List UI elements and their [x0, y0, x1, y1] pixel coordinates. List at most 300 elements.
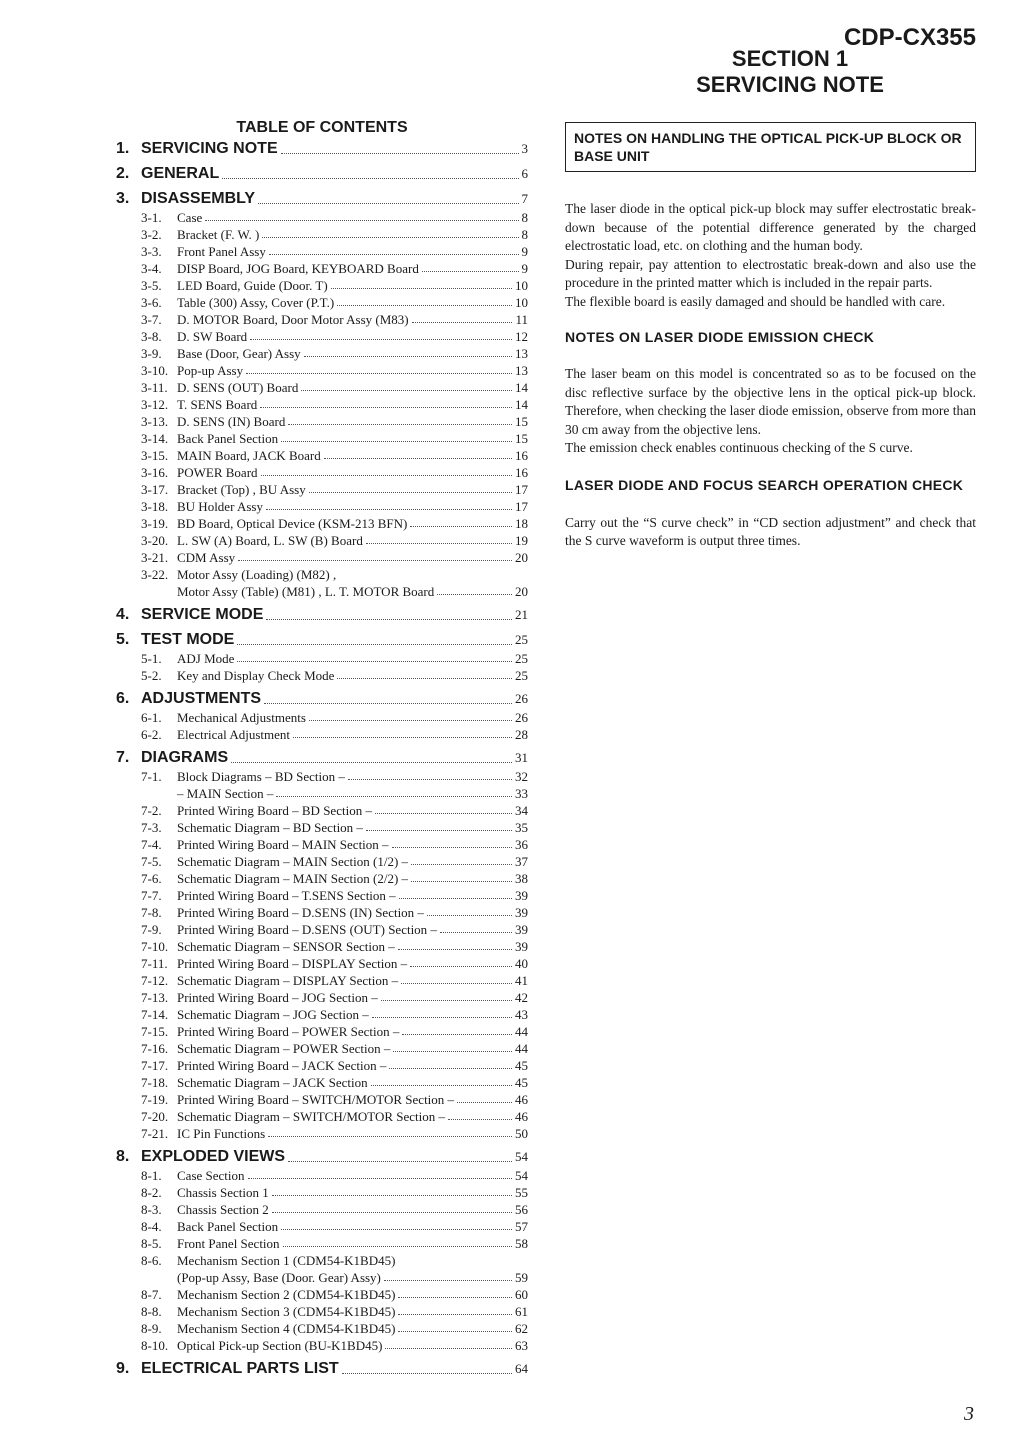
dot-leader [398, 949, 512, 950]
toc-item [116, 583, 528, 600]
dot-leader [281, 441, 512, 442]
page-ref: 36 [515, 837, 528, 852]
page-ref: 19 [515, 533, 528, 548]
toc-item [116, 989, 528, 1006]
dot-leader [337, 678, 512, 679]
item-number: 3-7. [141, 312, 162, 327]
item-number: 7-12. [141, 973, 169, 988]
item-title: MAIN Board, JACK Board [177, 448, 321, 463]
servicing-notes [565, 122, 976, 551]
page-ref: 26 [515, 691, 528, 706]
page-ref: 16 [515, 465, 528, 480]
dot-leader [266, 509, 512, 510]
item-number: 8-2. [141, 1185, 162, 1200]
page-ref: 46 [515, 1109, 528, 1124]
toc-item [116, 955, 528, 972]
dot-leader [301, 390, 512, 391]
item-number: 8-1. [141, 1168, 162, 1183]
item-number: 8-5. [141, 1236, 162, 1251]
toc-item [116, 226, 528, 243]
item-number: 3-2. [141, 227, 162, 242]
chapter-title: GENERAL [141, 165, 220, 182]
item-number: 7-10. [141, 939, 169, 954]
item-number: 3-1. [141, 210, 162, 225]
section-title: SERVICING NOTE [696, 72, 884, 97]
page-ref: 43 [515, 1007, 528, 1022]
item-title: Front Panel Assy [177, 244, 266, 259]
item-title: Case Section [177, 1168, 245, 1183]
dot-leader [437, 594, 512, 595]
dot-leader [281, 153, 519, 154]
chapter-number: 6. [116, 690, 130, 707]
dot-leader [385, 1348, 512, 1349]
page-ref: 41 [515, 973, 528, 988]
paragraph: The emission check enables continuous checking of the S curve. [565, 440, 913, 455]
dot-leader [410, 526, 512, 527]
item-number: 7-19. [141, 1092, 169, 1107]
page-ref: 35 [515, 820, 528, 835]
dot-leader [392, 847, 512, 848]
item-number: 3-3. [141, 244, 162, 259]
toc-item [116, 836, 528, 853]
dot-leader [422, 271, 519, 272]
dot-leader [293, 737, 512, 738]
toc-chapter [116, 1146, 528, 1167]
dot-leader [402, 1034, 512, 1035]
item-number: 3-19. [141, 516, 169, 531]
dot-leader [381, 1000, 512, 1001]
toc-item [116, 566, 528, 583]
item-title: Back Panel Section [177, 1219, 279, 1234]
item-title: Bracket (F. W. ) [177, 227, 260, 242]
dot-leader [375, 813, 512, 814]
toc-item [116, 785, 528, 802]
item-number: 7-6. [141, 871, 162, 886]
item-title: Optical Pick-up Section (BU-K1BD45) [177, 1338, 383, 1353]
section-number: SECTION 1 [731, 46, 849, 71]
page-ref: 34 [515, 803, 528, 818]
page-ref: 59 [515, 1270, 528, 1285]
page-ref: 39 [515, 922, 528, 937]
paragraph: During repair, pay attention to electrostatic break-down and also use the procedure in the printed matter which is included in the repair parts. [565, 256, 976, 290]
item-title: D. SW Board [177, 329, 248, 344]
page-ref: 18 [515, 516, 528, 531]
item-title: Schematic Diagram – SWITCH/MOTOR Section – [177, 1109, 446, 1124]
page-ref: 25 [515, 668, 528, 683]
item-number: 3-6. [141, 295, 162, 310]
dot-leader [398, 1314, 512, 1315]
dot-leader [384, 1280, 512, 1281]
chapter-number: 5. [116, 631, 130, 648]
item-number: 8-7. [141, 1287, 162, 1302]
toc-item [116, 396, 528, 413]
item-title: Mechanism Section 1 (CDM54-K1BD45) [177, 1253, 396, 1268]
toc-item [116, 1023, 528, 1040]
item-title: Pop-up Assy [177, 363, 244, 378]
page-ref: 25 [515, 632, 528, 647]
dot-leader [398, 1331, 512, 1332]
toc-item [116, 1337, 528, 1354]
toc-item [116, 938, 528, 955]
item-title: Key and Display Check Mode [177, 668, 335, 683]
toc-item [116, 904, 528, 921]
toc-item [116, 464, 528, 481]
item-number: 8-6. [141, 1253, 162, 1268]
item-title: Chassis Section 1 [177, 1185, 269, 1200]
item-title: Schematic Diagram – MAIN Section (2/2) – [177, 871, 409, 886]
item-title: Printed Wiring Board – JACK Section – [177, 1058, 387, 1073]
page-ref: 6 [521, 166, 528, 181]
page-ref: 39 [515, 939, 528, 954]
model-number: CDP-CX355 [843, 24, 976, 51]
item-title: Back Panel Section [177, 431, 279, 446]
toc-chapter [116, 163, 528, 184]
toc-item [116, 1091, 528, 1108]
dot-leader [440, 932, 512, 933]
chapter-title: DIAGRAMS [141, 749, 229, 766]
page-ref: 33 [515, 786, 528, 801]
toc-item [116, 709, 528, 726]
dot-leader [276, 796, 512, 797]
item-title: D. MOTOR Board, Door Motor Assy (M83) [177, 312, 409, 327]
dot-leader [231, 762, 512, 763]
page-ref: 8 [521, 227, 528, 242]
dot-leader [269, 254, 519, 255]
page-ref: 17 [515, 482, 528, 497]
page-ref: 8 [521, 210, 528, 225]
page-ref: 14 [515, 380, 528, 395]
item-number: 7-20. [141, 1109, 169, 1124]
toc-chapter [116, 604, 528, 625]
page-ref: 39 [515, 888, 528, 903]
item-number: 3-15. [141, 448, 169, 463]
toc-item [116, 328, 528, 345]
item-title: Block Diagrams – BD Section – [177, 769, 345, 784]
item-number: 7-1. [141, 769, 162, 784]
dot-leader [260, 407, 512, 408]
toc-chapter [116, 629, 528, 650]
item-title: Printed Wiring Board – MAIN Section – [177, 837, 389, 852]
chapter-title: TEST MODE [141, 631, 235, 648]
chapter-number: 1. [116, 140, 130, 157]
toc-item [116, 260, 528, 277]
toc-item [116, 1252, 528, 1269]
item-number: 3-5. [141, 278, 162, 293]
item-number: 8-9. [141, 1321, 162, 1336]
chapter-number: 3. [116, 190, 130, 207]
item-title: Mechanism Section 3 (CDM54-K1BD45) [177, 1304, 396, 1319]
item-number: 7-16. [141, 1041, 169, 1056]
dot-leader [246, 373, 512, 374]
page-ref: 46 [515, 1092, 528, 1107]
dot-leader [268, 1136, 512, 1137]
toc-item [116, 921, 528, 938]
item-number: 8-10. [141, 1338, 169, 1353]
item-title: BU Holder Assy [177, 499, 263, 514]
toc-list [116, 138, 528, 1379]
chapter-number: 9. [116, 1360, 130, 1377]
page-ref: 13 [515, 363, 528, 378]
item-title: BD Board, Optical Device (KSM-213 BFN) [177, 516, 408, 531]
page-ref: 20 [515, 550, 528, 565]
toc-item [116, 972, 528, 989]
page-ref: 12 [515, 329, 528, 344]
item-number: 7-3. [141, 820, 162, 835]
toc-item [116, 294, 528, 311]
paragraph: The laser diode in the optical pick-up block may suffer electrostatic break-down because of the potential difference generated by the charged electrostatic load, etc. on clothing and the human body. [565, 201, 976, 253]
page-ref: 26 [515, 710, 528, 725]
page-ref: 44 [515, 1041, 528, 1056]
item-title: Electrical Adjustment [177, 727, 290, 742]
toc-chapter [116, 138, 528, 159]
page-ref: 21 [515, 607, 528, 622]
paragraph: The laser beam on this model is concentrated so as to be focused on the disc reflective surface by the objective lens in the optical pick-up block. Therefore, when checking the laser diode emission, observe from more than 30 cm away from the objective lens. [565, 366, 976, 437]
page-ref: 17 [515, 499, 528, 514]
item-number: 5-1. [141, 651, 162, 666]
page-ref: 20 [515, 584, 528, 599]
page-ref: 13 [515, 346, 528, 361]
toc-item [116, 1108, 528, 1125]
toc-item [116, 1057, 528, 1074]
dot-leader [366, 830, 512, 831]
page-ref: 9 [521, 261, 528, 276]
item-number: 3-10. [141, 363, 169, 378]
item-title: ADJ Mode [177, 651, 235, 666]
handling-notes-body [565, 200, 976, 311]
toc-item [116, 819, 528, 836]
item-number: 3-9. [141, 346, 162, 361]
toc-item [116, 209, 528, 226]
chapter-number: 2. [116, 165, 130, 182]
dot-leader [283, 1246, 512, 1247]
focus-search-heading: LASER DIODE AND FOCUS SEARCH OPERATION CHECK [565, 476, 964, 493]
toc-item [116, 667, 528, 684]
item-number: 7-13. [141, 990, 169, 1005]
page-ref: 3 [521, 141, 528, 156]
item-number: 3-13. [141, 414, 169, 429]
page-ref: 61 [515, 1304, 528, 1319]
section-heading [560, 46, 1020, 98]
item-number: 7-18. [141, 1075, 169, 1090]
page-ref: 62 [515, 1321, 528, 1336]
dot-leader [389, 1068, 512, 1069]
page-ref: 10 [515, 278, 528, 293]
item-number: 3-8. [141, 329, 162, 344]
item-title: Case [177, 210, 203, 225]
handling-notes-heading: NOTES ON HANDLING THE OPTICAL PICK-UP BLOCK OR BASE UNIT [565, 122, 976, 172]
item-title: Mechanism Section 4 (CDM54-K1BD45) [177, 1321, 396, 1336]
dot-leader [399, 898, 512, 899]
toc-item [116, 1074, 528, 1091]
dot-leader [401, 983, 512, 984]
dot-leader [337, 305, 512, 306]
toc-item [116, 1218, 528, 1235]
item-title: Chassis Section 2 [177, 1202, 269, 1217]
dot-leader [281, 1229, 512, 1230]
dot-leader [393, 1051, 512, 1052]
page-ref: 55 [515, 1185, 528, 1200]
dot-leader [264, 703, 512, 704]
item-number: 7-4. [141, 837, 162, 852]
toc-item [116, 413, 528, 430]
page-ref: 25 [515, 651, 528, 666]
page-ref: 50 [515, 1126, 528, 1141]
dot-leader [272, 1212, 512, 1213]
toc-item [116, 362, 528, 379]
toc-item [116, 1235, 528, 1252]
toc-item [116, 1040, 528, 1057]
item-number: 8-8. [141, 1304, 162, 1319]
emission-check-heading: NOTES ON LASER DIODE EMISSION CHECK [565, 329, 875, 345]
toc-item [116, 650, 528, 667]
item-number: 3-12. [141, 397, 169, 412]
item-title: Motor Assy (Table) (M81) , L. T. MOTOR Board [177, 584, 435, 599]
toc-chapter [116, 747, 528, 768]
dot-leader [448, 1119, 512, 1120]
dot-leader [250, 339, 512, 340]
item-title: LED Board, Guide (Door. T) [177, 278, 328, 293]
dot-leader [427, 915, 512, 916]
item-title: (Pop-up Assy, Base (Door. Gear) Assy) [177, 1270, 381, 1285]
item-title: D. SENS (OUT) Board [177, 380, 299, 395]
item-title: Printed Wiring Board – T.SENS Section – [177, 888, 396, 903]
page-ref: 15 [515, 414, 528, 429]
page-ref: 28 [515, 727, 528, 742]
item-title: Mechanical Adjustments [177, 710, 306, 725]
dot-leader [261, 475, 512, 476]
toc-item [116, 1320, 528, 1337]
toc-item [116, 1125, 528, 1142]
item-title: Schematic Diagram – JACK Section [177, 1075, 368, 1090]
item-number: 7-9. [141, 922, 162, 937]
page-ref: 63 [515, 1338, 528, 1353]
page-ref: 60 [515, 1287, 528, 1302]
dot-leader [371, 1085, 512, 1086]
toc-title: TABLE OF CONTENTS [236, 119, 408, 136]
item-number: 7-5. [141, 854, 162, 869]
item-title: Printed Wiring Board – BD Section – [177, 803, 372, 818]
toc-item [116, 802, 528, 819]
dot-leader [309, 492, 512, 493]
toc-item [116, 768, 528, 785]
item-title: D. SENS (IN) Board [177, 414, 286, 429]
dot-leader [372, 1017, 512, 1018]
dot-leader [272, 1195, 512, 1196]
dot-leader [248, 1178, 512, 1179]
item-number: 3-16. [141, 465, 169, 480]
item-number: 7-21. [141, 1126, 169, 1141]
item-title: Schematic Diagram – JOG Section – [177, 1007, 369, 1022]
page-ref: 45 [515, 1075, 528, 1090]
toc-item [116, 345, 528, 362]
item-number: 5-2. [141, 668, 162, 683]
item-number: 3-11. [141, 380, 168, 395]
item-number: 6-2. [141, 727, 162, 742]
item-title: DISP Board, JOG Board, KEYBOARD Board [177, 261, 419, 276]
page-ref: 7 [521, 191, 528, 206]
item-title: Printed Wiring Board – JOG Section – [177, 990, 378, 1005]
toc-item [116, 243, 528, 260]
dot-leader [237, 644, 512, 645]
page-ref: 39 [515, 905, 528, 920]
page-ref: 31 [515, 750, 528, 765]
item-title: Printed Wiring Board – D.SENS (OUT) Section – [177, 922, 437, 937]
item-title: Base (Door, Gear) Assy [177, 346, 301, 361]
item-title: Mechanism Section 2 (CDM54-K1BD45) [177, 1287, 396, 1302]
dot-leader [324, 458, 512, 459]
item-number: 7-7. [141, 888, 162, 903]
item-title: POWER Board [177, 465, 258, 480]
page-number: 3 [964, 1403, 974, 1425]
toc-item [116, 549, 528, 566]
page-ref: 9 [521, 244, 528, 259]
page-ref: 14 [515, 397, 528, 412]
item-title: – MAIN Section – [177, 786, 274, 801]
item-number: 3-14. [141, 431, 169, 446]
dot-leader [411, 881, 512, 882]
dot-leader [410, 966, 512, 967]
dot-leader [398, 1297, 512, 1298]
toc-item [116, 1286, 528, 1303]
toc-item [116, 1167, 528, 1184]
chapter-number: 7. [116, 749, 130, 766]
toc-item [116, 277, 528, 294]
item-number: 3-22. [141, 567, 169, 582]
item-number: 3-4. [141, 261, 162, 276]
dot-leader [222, 178, 518, 179]
dot-leader [237, 661, 512, 662]
item-number: 8-4. [141, 1219, 162, 1234]
chapter-title: ADJUSTMENTS [141, 690, 262, 707]
toc-item [116, 1201, 528, 1218]
item-number: 7-11. [141, 956, 168, 971]
toc-item [116, 853, 528, 870]
toc-item [116, 311, 528, 328]
item-title: Table (300) Assy, Cover (P.T.) [177, 295, 335, 310]
item-number: 3-21. [141, 550, 169, 565]
toc-item [116, 379, 528, 396]
item-title: Schematic Diagram – DISPLAY Section – [177, 973, 399, 988]
page-ref: 45 [515, 1058, 528, 1073]
chapter-title: SERVICING NOTE [141, 140, 278, 157]
dot-leader [238, 560, 512, 561]
item-title: Printed Wiring Board – DISPLAY Section – [177, 956, 408, 971]
toc-chapter [116, 188, 528, 209]
item-number: 7-15. [141, 1024, 169, 1039]
item-title: Schematic Diagram – MAIN Section (1/2) – [177, 854, 409, 869]
item-title: Schematic Diagram – BD Section – [177, 820, 363, 835]
page-ref: 54 [515, 1168, 528, 1183]
page-ref: 10 [515, 295, 528, 310]
chapter-number: 8. [116, 1148, 130, 1165]
dot-leader [412, 322, 513, 323]
dot-leader [411, 864, 512, 865]
page-ref: 54 [515, 1149, 528, 1164]
page-ref: 32 [515, 769, 528, 784]
item-number: 7-2. [141, 803, 162, 818]
toc-item [116, 430, 528, 447]
item-number: 7-14. [141, 1007, 169, 1022]
dot-leader [205, 220, 518, 221]
page-ref: 11 [515, 312, 528, 327]
page-ref: 56 [515, 1202, 528, 1217]
item-title: Printed Wiring Board – POWER Section – [177, 1024, 400, 1039]
toc-item [116, 1006, 528, 1023]
page-ref: 57 [515, 1219, 528, 1234]
dot-leader [262, 237, 518, 238]
chapter-title: DISASSEMBLY [141, 190, 256, 207]
chapter-number: 4. [116, 606, 130, 623]
